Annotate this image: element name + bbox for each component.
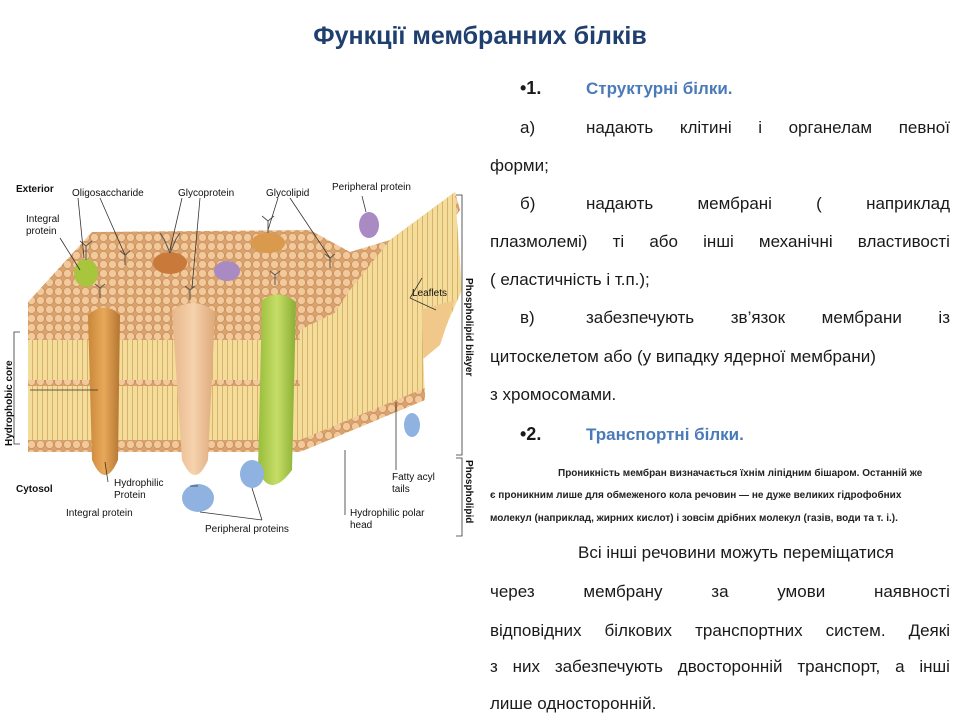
glycoprotein-blob: [153, 252, 187, 274]
word: за: [711, 582, 729, 601]
integral-protein-top: [74, 259, 98, 287]
word: через: [490, 582, 535, 601]
para-b-line2: [490, 232, 950, 252]
small-text-3: молекул (наприклад, жирних кислот) і зовсім дрібних молекул (газів, води та т. і.).: [490, 513, 898, 524]
word: клітині: [679, 118, 732, 137]
label-glycoprotein: Glycoprotein: [178, 188, 235, 199]
word: наприклад: [866, 194, 950, 213]
word: (: [816, 194, 822, 213]
marker-c: в): [520, 308, 535, 327]
peripheral-protein-blue-2: [240, 460, 264, 488]
label-hydrophilic-protein-1: Hydrophilic: [114, 478, 164, 489]
label-hydrophobic-core: Hydrophobic core: [4, 360, 15, 446]
label-exterior: Exterior: [16, 184, 54, 195]
integral-protein-orange: [88, 308, 120, 476]
para-2-line2: [490, 582, 950, 602]
para-2-line1: Всі інші речовини можуть переміщатися: [578, 543, 894, 562]
label-hydrophilic-head-1: Hydrophilic polar: [350, 508, 425, 519]
word: зв’язок: [730, 308, 786, 327]
glycolipid-blob: [251, 233, 285, 253]
para-c-line1: [490, 308, 950, 328]
label-oligosaccharide: Oligosaccharide: [72, 188, 144, 199]
word: наявності: [873, 582, 950, 601]
bullet-2: •2.: [520, 424, 542, 444]
para-c-line3: з хромосомами.: [490, 385, 617, 404]
word: певної: [898, 118, 950, 137]
para-c-line1-words: [586, 308, 950, 328]
label-hydrophilic-protein-2: Protein: [114, 490, 146, 501]
integral-protein-green: [258, 294, 296, 485]
word: забезпечують: [554, 657, 663, 676]
label-glycolipid: Glycolipid: [266, 188, 310, 199]
page-title: Функції мембранних білків: [313, 22, 647, 50]
word: плазмолемі): [490, 232, 588, 251]
word: інші: [919, 657, 950, 676]
marker-a: а): [520, 118, 536, 137]
label-cytosol: Cytosol: [16, 484, 53, 495]
marker-b: б): [520, 194, 536, 213]
word: механічні: [758, 232, 833, 251]
word: а: [895, 657, 905, 676]
label-integral-protein-2: protein: [26, 226, 57, 237]
word: транспортних: [695, 621, 803, 640]
word: умови: [777, 582, 826, 601]
bullet-1: •1.: [520, 78, 542, 98]
label-fatty-acyl-2: tails: [392, 484, 410, 495]
label-phospholipid-bilayer: Phospholipid bilayer: [463, 278, 474, 377]
mid-heads: [28, 380, 300, 386]
label-fatty-acyl-1: Fatty acyl: [392, 472, 435, 483]
label-leaflets: Leaflets: [412, 288, 448, 299]
para-a-line2: форми;: [490, 156, 549, 175]
word: або: [649, 232, 678, 251]
peripheral-protein-blue-3: [404, 413, 420, 437]
label-integral-protein-1: Integral: [26, 214, 60, 225]
peripheral-protein-blue-1: [182, 484, 214, 512]
word: транспорт,: [797, 657, 881, 676]
word: забезпечують: [586, 308, 695, 327]
word: органелам: [788, 118, 873, 137]
para-2-line4: [490, 657, 950, 677]
label-phospholipid: Phospholipid: [463, 460, 474, 524]
word: білкових: [604, 621, 673, 640]
word: властивості: [857, 232, 950, 251]
front-heads-top: [28, 330, 300, 340]
para-a-line1: [490, 118, 950, 138]
para-c-line2: цитоскелетом або (у випадку ядерної мембрани): [490, 347, 876, 366]
peripheral-protein-purple: [359, 212, 379, 238]
word: них: [512, 657, 540, 676]
label-peripheral-protein: Peripheral protein: [332, 182, 411, 193]
heading-transport: Транспортні білки.: [586, 425, 744, 444]
word: із: [938, 308, 950, 327]
word: мембрану: [583, 582, 663, 601]
word: інші: [703, 232, 734, 251]
word: мембрані: [697, 194, 772, 213]
word: надають: [586, 194, 654, 213]
word: і: [758, 118, 762, 137]
word: ті: [612, 232, 625, 251]
word: надають: [586, 118, 654, 137]
word: відповідних: [490, 621, 582, 640]
para-2-line5: лише односторонній.: [490, 694, 657, 713]
para-2-line3: [490, 621, 950, 641]
word: систем.: [825, 621, 886, 640]
word: Деякі: [908, 621, 950, 640]
word: мембрани: [821, 308, 902, 327]
para-b-line1-words: [586, 194, 950, 214]
word: двосторонній: [677, 657, 783, 676]
label-peripheral-proteins: Peripheral proteins: [205, 524, 289, 535]
small-text-2: є проникним лише для обмеженого кола речовин — не дуже великих гідрофобних: [490, 490, 902, 501]
surface-protein-purple: [214, 261, 240, 281]
para-a-line1-words: [586, 118, 950, 138]
membrane-diagram: [0, 170, 478, 550]
para-b-line1: [490, 194, 950, 214]
heading-structural: Структурні білки.: [586, 79, 733, 98]
para-b-line3: ( еластичність і т.п.);: [490, 270, 650, 289]
label-hydrophilic-head-2: head: [350, 520, 373, 531]
small-text-1: Проникність мембран визначається їхнім ліпідним бішаром. Останній же: [558, 468, 923, 479]
label-integral-protein-bottom: Integral protein: [66, 508, 133, 519]
word: з: [490, 657, 498, 676]
